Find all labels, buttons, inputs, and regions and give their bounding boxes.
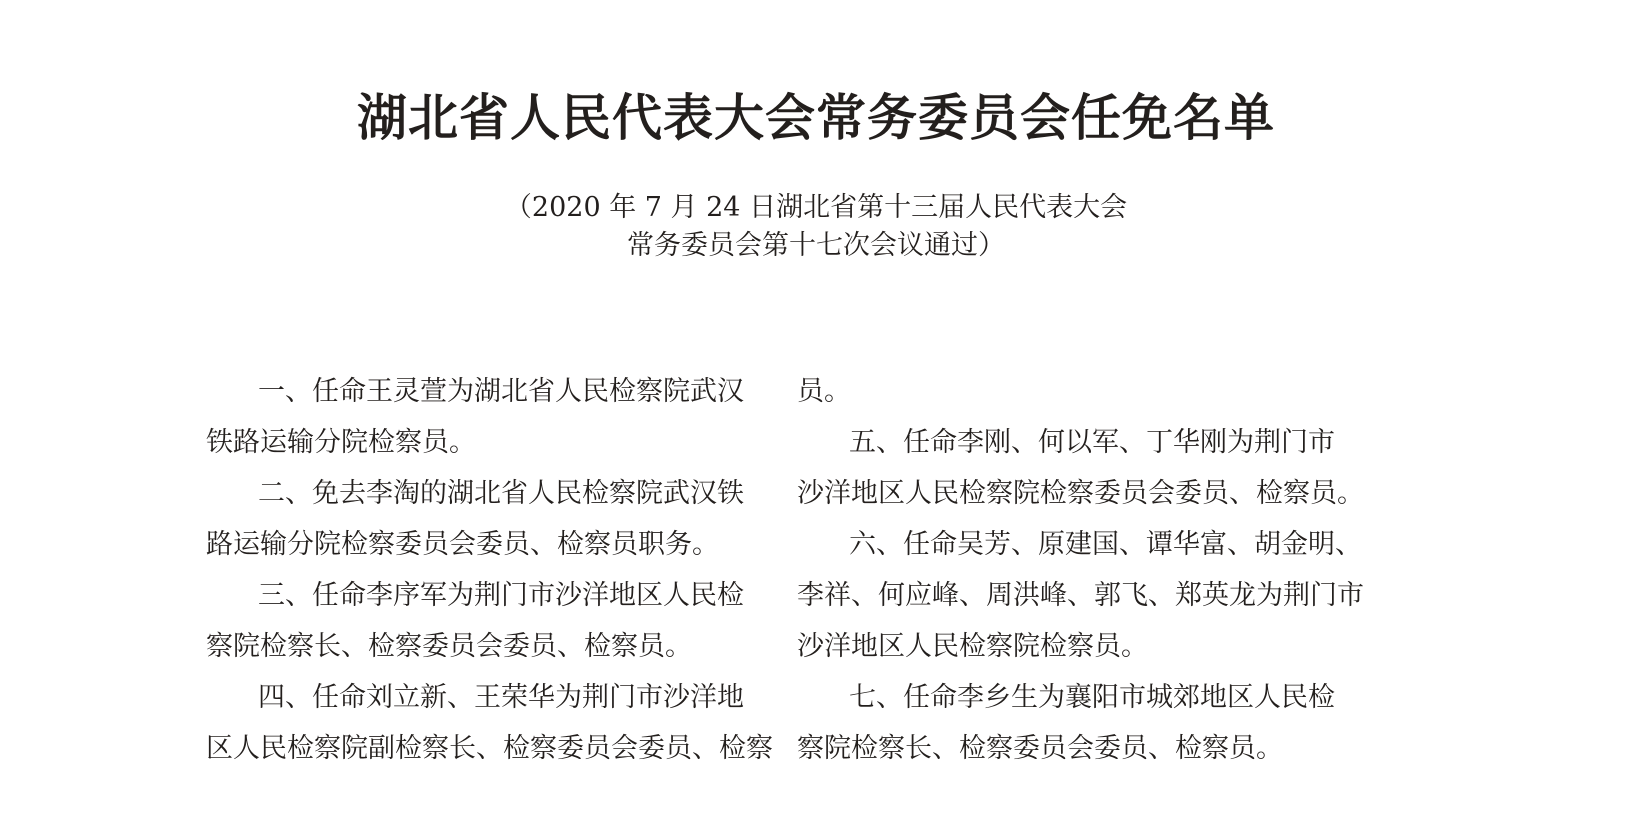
subtitle-line-1: （2020 年 7 月 24 日湖北省第十三届人民代表大会 bbox=[504, 192, 1128, 223]
text-line: 沙洋地区人民检察院检察员。 bbox=[797, 631, 1148, 662]
text-line: 七、任命李乡生为襄阳市城郊地区人民检 bbox=[849, 682, 1335, 713]
text-line: 路运输分院检察委员会委员、检察员职务。 bbox=[206, 529, 719, 560]
text-line: 员。 bbox=[797, 376, 851, 407]
text-line: 三、任命李序军为荆门市沙洋地区人民检 bbox=[258, 580, 744, 611]
text-line: 铁路运输分院检察员。 bbox=[206, 427, 476, 458]
text-line: 区人民检察院副检察长、检察委员会委员、检察 bbox=[206, 733, 773, 764]
text-line: 李祥、何应峰、周洪峰、郭飞、郑英龙为荆门市 bbox=[797, 580, 1364, 611]
subtitle-line-2: 常务委员会第十七次会议通过） bbox=[627, 230, 1005, 261]
text-line: 一、任命王灵萱为湖北省人民检察院武汉 bbox=[258, 376, 744, 407]
text-line: 沙洋地区人民检察院检察委员会委员、检察员。 bbox=[797, 478, 1364, 509]
text-line: 四、任命刘立新、王荣华为荆门市沙洋地 bbox=[258, 682, 744, 713]
text-line: 察院检察长、检察委员会委员、检察员。 bbox=[206, 631, 692, 662]
text-line: 六、任命吴芳、原建国、谭华富、胡金明、 bbox=[849, 529, 1362, 560]
text-line: 二、免去李淘的湖北省人民检察院武汉铁 bbox=[258, 478, 744, 509]
right-column bbox=[797, 366, 1364, 774]
document-title: 湖北省人民代表大会常务委员会任免名单 bbox=[357, 88, 1275, 147]
left-column bbox=[206, 366, 773, 774]
text-line: 察院检察长、检察委员会委员、检察员。 bbox=[797, 733, 1283, 764]
text-line: 五、任命李刚、何以军、丁华刚为荆门市 bbox=[849, 427, 1335, 458]
